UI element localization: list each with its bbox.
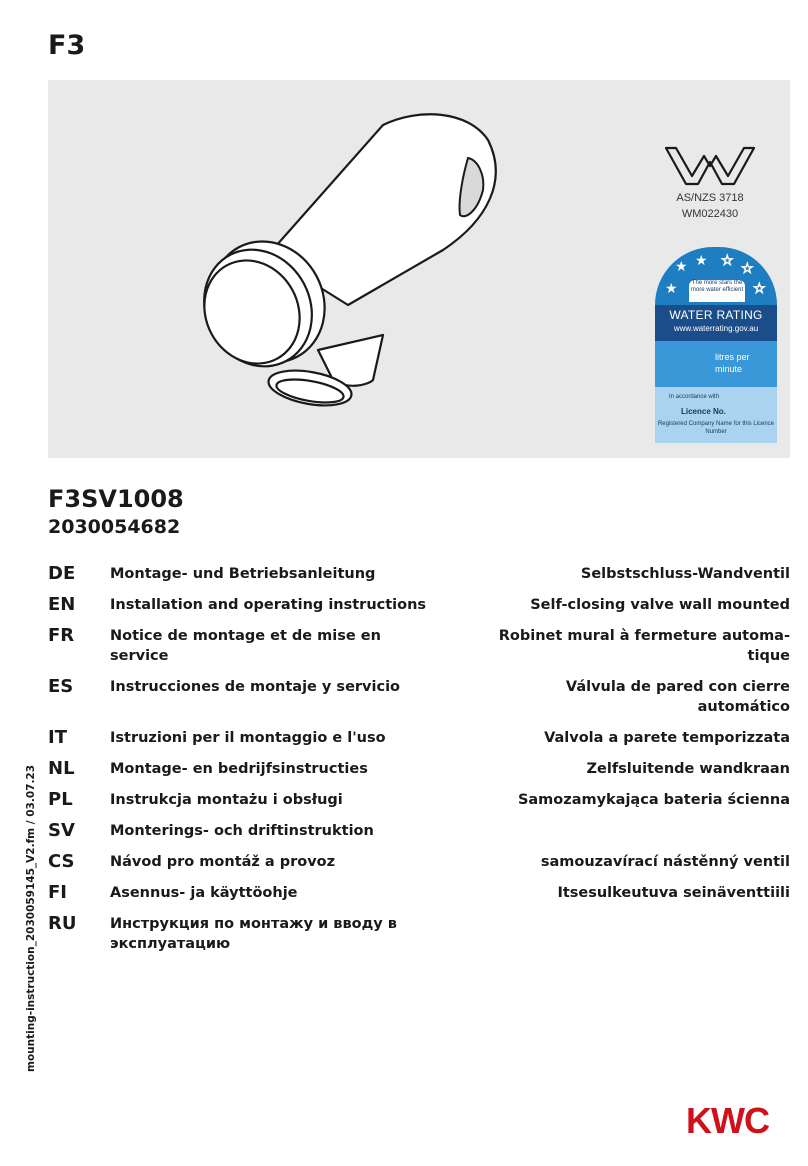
star-rating-arc — [655, 247, 777, 305]
product-description: Válvula de pared con cierre automático — [565, 679, 790, 715]
litres-per-minute: litres per minute — [715, 352, 750, 374]
language-code: FR — [48, 625, 75, 646]
product-description: Zelfsluitende wandkraan — [586, 761, 790, 777]
instruction-title: Montage- en bedrijfsinstructies — [110, 761, 368, 777]
licence-number-label: Licence No. — [681, 407, 726, 416]
svg-text:★: ★ — [695, 253, 708, 269]
product-description: Robinet mural à fermeture automa-tique — [498, 628, 790, 664]
language-code: DE — [48, 563, 76, 584]
product-description: samouzavírací nástěnný ventil — [540, 854, 790, 870]
language-row — [48, 759, 790, 779]
language-row — [48, 564, 790, 584]
language-code: IT — [48, 727, 67, 748]
svg-text:★: ★ — [665, 281, 678, 297]
document-id: mounting-instruction_2030059145_V2.fm / 03.07.23 — [25, 764, 37, 1072]
registered-name-text: Registered Company Name for this Licence Number — [657, 421, 775, 435]
standard-text: AS/NZS 3718 — [676, 192, 744, 204]
language-row — [48, 914, 790, 954]
svg-text:☆: ☆ — [721, 253, 734, 269]
product-description: Samozamykająca bateria ścienna — [517, 792, 790, 808]
language-code: NL — [48, 758, 75, 779]
language-code: CS — [48, 851, 75, 872]
instruction-title: Návod pro montáž a provoz — [110, 854, 336, 870]
language-row — [48, 821, 790, 841]
instruction-title: Instrukcja montażu i obsługi — [110, 792, 343, 808]
kwc-logo-text: KWC — [686, 1102, 769, 1138]
instruction-title: Installation and operating instructions — [110, 597, 427, 613]
language-row — [48, 626, 790, 666]
instruction-title: Инструкция по монтажу и вводу в эксплуатацию — [110, 916, 397, 952]
licence-area — [655, 387, 777, 443]
water-rating-label — [655, 247, 777, 443]
language-code: PL — [48, 789, 73, 810]
language-code: SV — [48, 820, 75, 841]
watermark-logo — [660, 140, 760, 190]
instruction-title: Istruzioni per il montaggio e l'uso — [110, 730, 386, 746]
rating-url: www.waterrating.gov.au — [673, 324, 759, 333]
instruction-title: Instrucciones de montaje y servicio — [110, 679, 400, 695]
language-row — [48, 677, 790, 717]
rating-value-area — [655, 341, 777, 387]
product-description: Self-closing valve wall mounted — [530, 597, 790, 613]
product-description: Valvola a parete temporizzata — [544, 730, 790, 746]
language-list — [48, 564, 790, 965]
svg-text:★: ★ — [675, 259, 688, 275]
language-row — [48, 790, 790, 810]
kwc-logo — [686, 1102, 790, 1138]
more-stars-text: The more stars the more water efficient — [689, 280, 745, 302]
instruction-title: Montage- und Betriebsanleitung — [110, 566, 376, 582]
certificate-number: WM022430 — [681, 208, 739, 220]
product-description: Selbstschluss-Wandventil — [580, 566, 790, 582]
rating-title: WATER RATING — [669, 308, 763, 322]
instruction-title: Notice de montage et de mise en service — [110, 628, 381, 664]
language-code: FI — [48, 882, 67, 903]
language-row — [48, 883, 790, 903]
instruction-title: Asennus- ja käyttöohje — [110, 885, 298, 901]
language-row — [48, 595, 790, 615]
language-code: EN — [48, 594, 76, 615]
instruction-title: Monterings- och driftinstruktion — [110, 823, 374, 839]
language-code: RU — [48, 913, 77, 934]
language-row — [48, 728, 790, 748]
product-model: F3SV1008 — [48, 485, 184, 513]
accordance-text: In accordance with — [669, 394, 720, 400]
rating-band — [655, 305, 777, 341]
series-title: F3 — [48, 30, 86, 61]
svg-text:☆: ☆ — [741, 261, 754, 277]
svg-text:☆: ☆ — [753, 281, 766, 297]
product-description: Itsesulkeutuva seinäventtiili — [557, 885, 790, 901]
language-row — [48, 852, 790, 872]
article-number: 2030054682 — [48, 516, 181, 538]
language-code: ES — [48, 676, 74, 697]
